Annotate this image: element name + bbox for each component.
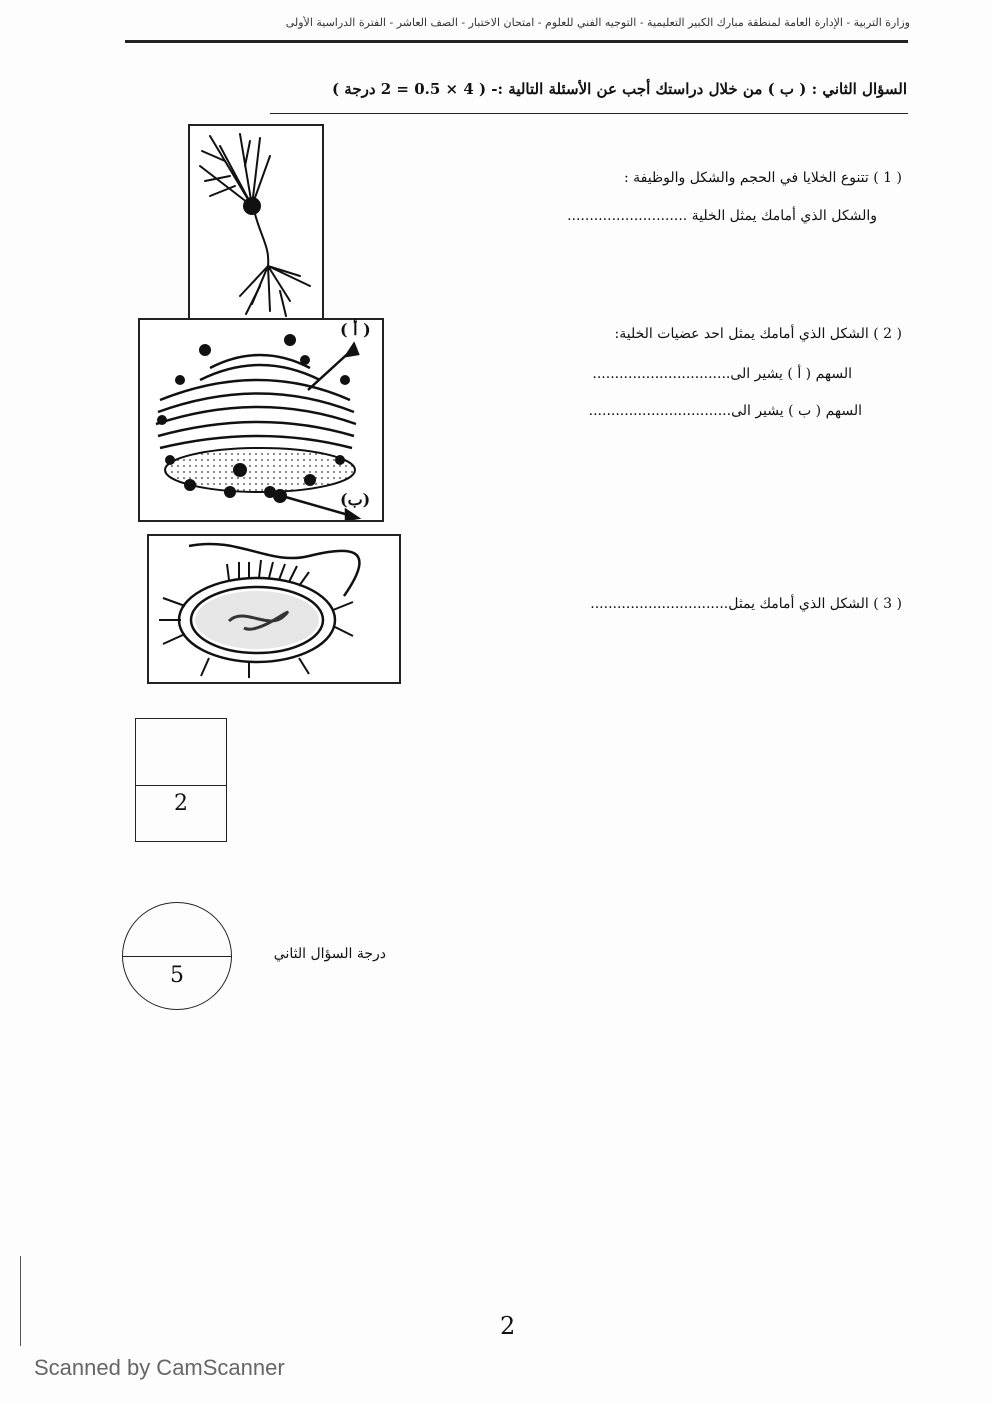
scan-smudge bbox=[40, 50, 190, 180]
item-1-text: ( 1 ) تتنوع الخلايا في الحجم والشكل والوظيفة : bbox=[623, 170, 902, 186]
item-3-text: ( 3 ) الشكل الذي أمامك يمثل............................... bbox=[590, 596, 902, 612]
page-number: 2 bbox=[500, 1312, 516, 1340]
item-2-arrow-b: السهم ( ب ) يشير الى................................ bbox=[588, 403, 862, 419]
fig2-label-a: ( أ ) bbox=[340, 320, 371, 339]
fig2-label-b: (ب) bbox=[340, 490, 371, 509]
neuron-figure bbox=[188, 124, 324, 324]
bacteria-figure bbox=[147, 534, 401, 684]
item-2-arrow-a: السهم ( أ ) يشير الى............................... bbox=[592, 366, 852, 382]
total-score: 5 bbox=[170, 963, 184, 988]
margin-mark bbox=[20, 1256, 21, 1346]
title-underline bbox=[270, 113, 908, 114]
item-1-answer-line: والشكل الذي أمامك يمثل الخلية ........................... bbox=[567, 208, 877, 224]
exam-header: وزارة التربية - الإدارة العامة لمنطقة مبارك الكبير التعليمية - التوجيه الفني للعلوم - امتحان الاختبار - الصف العاشر - الفترة الدراسية الأولى bbox=[285, 16, 910, 29]
score-box-divider bbox=[136, 785, 226, 786]
golgi-figure bbox=[138, 318, 384, 522]
item-2-text: ( 2 ) الشكل الذي أمامك يمثل احد عضيات الخلية: bbox=[614, 326, 902, 342]
score-circle-divider bbox=[123, 956, 231, 957]
scanner-watermark: Scanned by CamScanner bbox=[34, 1355, 285, 1380]
total-score-circle bbox=[122, 902, 232, 1010]
header-rule bbox=[125, 40, 908, 43]
part-score-box bbox=[135, 718, 227, 842]
part-score: 2 bbox=[174, 791, 188, 816]
neuron-icon bbox=[190, 126, 322, 322]
question-title: السؤال الثاني : ( ب ) من خلال دراستك أجب عن الأسئلة التالية :- ( 4 × 0.5 = 2 درجة ) bbox=[331, 80, 907, 98]
bacteria-icon bbox=[149, 536, 399, 682]
total-score-label: درجة السؤال الثاني bbox=[273, 946, 386, 962]
